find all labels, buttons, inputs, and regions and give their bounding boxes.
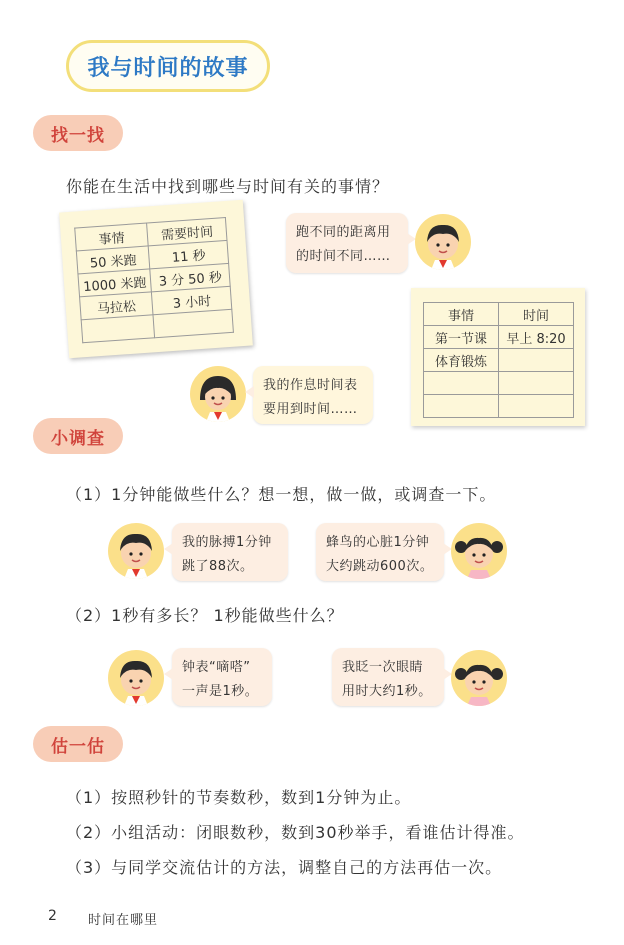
bubble-line: 我的脉搏1分钟 xyxy=(182,535,272,550)
boy-avatar xyxy=(415,214,471,270)
girl-face-icon xyxy=(190,366,246,422)
bubble-line: 用时大约1秒。 xyxy=(342,684,432,699)
boy-face-icon xyxy=(108,650,164,706)
find-question: 你能在生活中找到哪些与时间有关的事情？ xyxy=(66,177,390,196)
bubble-line: 一声是1秒。 xyxy=(182,684,259,699)
table-cell: 马拉松 xyxy=(80,292,154,320)
table-cell xyxy=(499,372,574,395)
survey-question-2: （2）1秒有多长？ 1秒能做些什么？ xyxy=(66,606,344,625)
chapter-name: 时间在哪里 xyxy=(88,913,159,928)
bubble-line: 蜂鸟的心脏1分钟 xyxy=(326,535,430,550)
estimate-item-1: （1）按照秒针的节奏数秒，数到1分钟为止。 xyxy=(66,788,412,807)
table-cell: 第一节课 xyxy=(424,326,499,349)
table-header-cell: 需要时间 xyxy=(147,217,227,245)
boy-face-icon xyxy=(108,523,164,579)
girl-avatar xyxy=(451,523,507,579)
table-cell: 1000 米跑 xyxy=(78,269,152,297)
bubble-line: 跑不同的距离用 xyxy=(296,225,391,240)
girl-pigtails-icon xyxy=(451,523,507,579)
table-row xyxy=(424,395,574,418)
girl-avatar xyxy=(451,650,507,706)
section-label-survey: 小调查 xyxy=(33,418,123,454)
table-header-row xyxy=(424,303,574,326)
survey-question-1: （1）1分钟能做些什么？想一想，做一做，或调查一下。 xyxy=(66,485,497,504)
table-cell: 50 米跑 xyxy=(76,246,150,274)
girl-pigtails-icon xyxy=(451,650,507,706)
page-title: 我与时间的故事 xyxy=(66,40,270,92)
bubble-line: 跳了88次。 xyxy=(182,559,254,574)
bubble-line: 我眨一次眼睛 xyxy=(342,660,424,675)
estimate-item-2: （2）小组活动：闭眼数秒，数到30秒举手，看谁估计得准。 xyxy=(66,823,525,842)
speech-bubble-girl-schedule xyxy=(253,366,373,424)
table-row xyxy=(424,326,574,349)
table-cell xyxy=(424,372,499,395)
speech-bubble-hummingbird xyxy=(316,523,444,581)
table-cell xyxy=(153,309,233,337)
table-cell: 3 小时 xyxy=(152,286,232,314)
boy-avatar xyxy=(108,650,164,706)
schedule-table xyxy=(423,302,574,418)
table-header-cell: 事情 xyxy=(75,223,149,251)
table-cell xyxy=(499,395,574,418)
table-cell: 体育锻炼 xyxy=(424,349,499,372)
estimate-item-3: （3）与同学交流估计的方法，调整自己的方法再估一次。 xyxy=(66,858,503,877)
table-row xyxy=(424,372,574,395)
table-header-cell: 时间 xyxy=(499,303,574,326)
table-cell: 11 秒 xyxy=(148,240,228,268)
table-header-cell: 事情 xyxy=(424,303,499,326)
bubble-line: 的时间不同…… xyxy=(296,249,391,264)
activity-table-note xyxy=(59,200,253,358)
bubble-line: 我的作息时间表 xyxy=(263,378,358,393)
section-label-find: 找一找 xyxy=(33,115,123,151)
girl-avatar xyxy=(190,366,246,422)
activity-table xyxy=(74,217,234,343)
speech-bubble-clock xyxy=(172,648,272,706)
table-cell: 3 分 50 秒 xyxy=(150,263,230,291)
boy-avatar xyxy=(108,523,164,579)
section-label-estimate: 估一估 xyxy=(33,726,123,762)
table-row xyxy=(424,349,574,372)
speech-bubble-boy-distance xyxy=(286,213,408,273)
table-cell xyxy=(499,349,574,372)
page-number: 2 xyxy=(48,908,57,924)
boy-face-icon xyxy=(415,214,471,270)
table-cell xyxy=(81,315,155,343)
speech-bubble-pulse xyxy=(172,523,288,581)
speech-bubble-blink xyxy=(332,648,444,706)
bubble-line: 大约跳动600次。 xyxy=(326,559,434,574)
schedule-table-note xyxy=(411,288,585,426)
bubble-line: 钟表“嘀嗒” xyxy=(182,660,251,675)
table-cell: 早上 8:20 xyxy=(499,326,574,349)
bubble-line: 要用到时间…… xyxy=(263,402,358,417)
table-cell xyxy=(424,395,499,418)
